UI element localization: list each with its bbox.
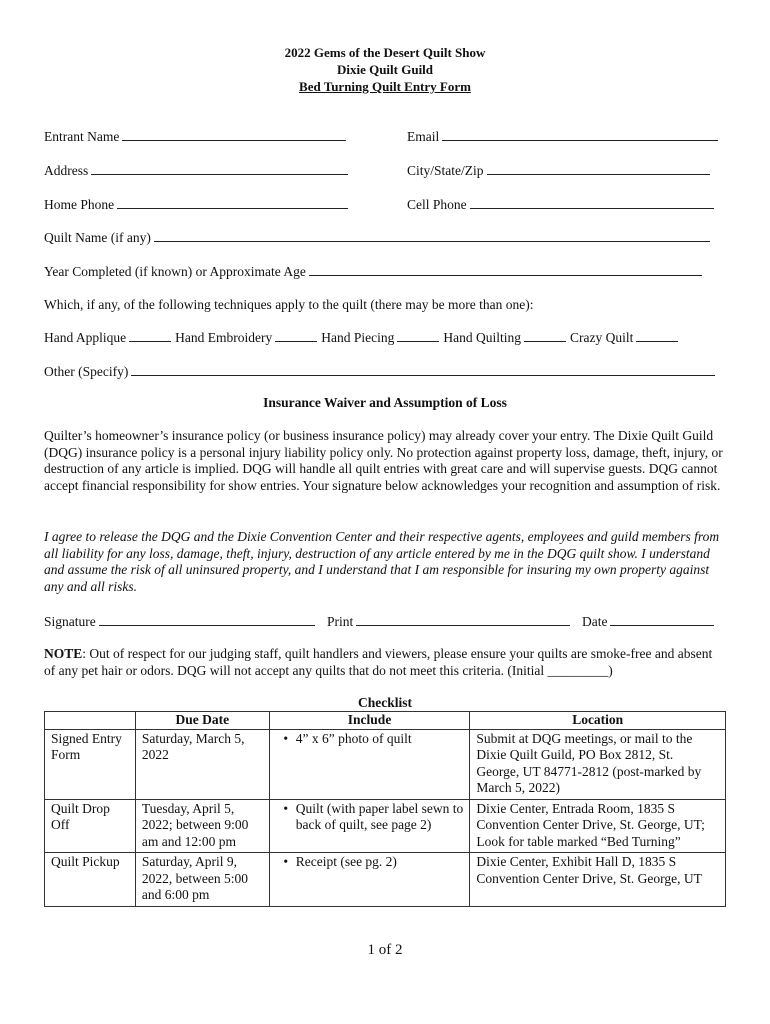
cell-phone-blank[interactable] bbox=[470, 196, 714, 209]
bullet-icon: • bbox=[283, 730, 289, 746]
techniques-question: Which, if any, of the following techniques apply to the quilt (there may be more than one): bbox=[44, 297, 534, 312]
checklist-title: Checklist bbox=[358, 695, 412, 710]
checklist-table bbox=[44, 711, 726, 907]
hand-applique-blank[interactable] bbox=[129, 329, 171, 342]
home-phone-blank[interactable] bbox=[117, 196, 348, 209]
address-blank[interactable] bbox=[91, 162, 348, 175]
print-label: Print bbox=[327, 614, 354, 629]
date-label: Date bbox=[582, 614, 608, 629]
hand-quilting-blank[interactable] bbox=[524, 329, 566, 342]
home-phone-field[interactable] bbox=[44, 196, 348, 213]
quilt-name-blank[interactable] bbox=[154, 229, 710, 242]
hand-piecing-label: Hand Piecing bbox=[321, 330, 395, 345]
bullet-icon: • bbox=[283, 800, 289, 816]
quilt-name-field[interactable] bbox=[44, 229, 710, 246]
note-paragraph bbox=[44, 646, 724, 679]
address-field[interactable] bbox=[44, 162, 348, 179]
include-text: Quilt (with paper label sewn to back of quilt, see page 2) bbox=[295, 800, 464, 832]
note-label: NOTE bbox=[44, 646, 83, 661]
hand-applique-label: Hand Applique bbox=[44, 330, 127, 345]
row-item: Quilt Pickup bbox=[45, 853, 136, 907]
checklist-header-row bbox=[45, 712, 726, 730]
email-label: Email bbox=[407, 129, 440, 144]
email-blank[interactable] bbox=[442, 128, 718, 141]
table-row bbox=[45, 729, 726, 799]
other-specify-label: Other (Specify) bbox=[44, 364, 129, 379]
include-text: Receipt (see pg. 2) bbox=[295, 854, 397, 869]
row-due-date: Tuesday, April 5, 2022; between 9:00 am and 12:00 pm bbox=[135, 799, 269, 853]
cell-phone-field[interactable] bbox=[407, 196, 714, 213]
crazy-quilt-label: Crazy Quilt bbox=[569, 330, 634, 345]
waiver-title: Insurance Waiver and Assumption of Loss bbox=[263, 395, 507, 410]
row-item: Quilt Drop Off bbox=[45, 799, 136, 853]
hand-quilting-label: Hand Quilting bbox=[443, 330, 521, 345]
checklist-header-location: Location bbox=[470, 712, 726, 730]
email-field[interactable] bbox=[407, 128, 718, 145]
page-number: 1 of 2 bbox=[367, 942, 403, 958]
home-phone-label: Home Phone bbox=[44, 197, 115, 212]
row-item: Signed Entry Form bbox=[45, 729, 136, 799]
date-blank[interactable] bbox=[610, 613, 714, 626]
other-specify-field[interactable] bbox=[44, 363, 715, 380]
address-label: Address bbox=[44, 163, 89, 178]
entrant-name-label: Entrant Name bbox=[44, 129, 120, 144]
checklist-header-item bbox=[45, 712, 136, 730]
signature-label: Signature bbox=[44, 614, 96, 629]
crazy-quilt-blank[interactable] bbox=[636, 329, 678, 342]
city-state-zip-blank[interactable] bbox=[487, 162, 710, 175]
city-state-zip-label: City/State/Zip bbox=[407, 163, 484, 178]
print-field[interactable] bbox=[327, 613, 570, 630]
print-blank[interactable] bbox=[356, 613, 570, 626]
guild-name: Dixie Quilt Guild bbox=[336, 62, 434, 77]
form-header bbox=[0, 44, 770, 95]
cell-phone-label: Cell Phone bbox=[407, 197, 467, 212]
techniques-row bbox=[44, 329, 678, 346]
city-state-zip-field[interactable] bbox=[407, 162, 710, 179]
checklist-header-due: Due Date bbox=[135, 712, 269, 730]
row-due-date: Saturday, April 9, 2022, between 5:00 and 6:00 pm bbox=[135, 853, 269, 907]
bullet-icon: • bbox=[283, 854, 289, 869]
date-field[interactable] bbox=[582, 613, 714, 630]
row-include bbox=[269, 853, 470, 907]
row-location: Dixie Center, Entrada Room, 1835 S Convention Center Drive, St. George, UT; Look for table marked “Bed Turning” bbox=[470, 799, 726, 853]
note-text: : Out of respect for our judging staff, quilt handlers and viewers, please ensure your quilts are smoke-free and absent of any pet hair or odors. DQG will not accept any quilts that do not meet this criteria. (Initial _________) bbox=[44, 646, 713, 678]
checklist-header-include: Include bbox=[269, 712, 470, 730]
hand-embroidery-label: Hand Embroidery bbox=[175, 330, 273, 345]
year-completed-label: Year Completed (if known) or Approximate Age bbox=[44, 264, 306, 279]
signature-field[interactable] bbox=[44, 613, 315, 630]
entrant-name-blank[interactable] bbox=[122, 128, 346, 141]
table-row bbox=[45, 799, 726, 853]
release-paragraph: I agree to release the DQG and the Dixie Convention Center and their respective agents, employees and guild members from all liability for any loss, damage, theft, injury, destruction of any article entered by me in the DQG quilt show. I understand and assume the risk of all uninsured property, and I understand that I am responsible for insuring my own property against any and all risks. bbox=[44, 529, 720, 594]
entrant-name-field[interactable] bbox=[44, 128, 346, 145]
table-row bbox=[45, 853, 726, 907]
signature-blank[interactable] bbox=[99, 613, 315, 626]
row-include bbox=[269, 729, 470, 799]
form-title: Bed Turning Quilt Entry Form bbox=[299, 79, 471, 94]
row-location: Submit at DQG meetings, or mail to the Dixie Quilt Guild, PO Box 2812, St. George, UT 84771-2812 (post-marked by March 5, 2022) bbox=[470, 729, 726, 799]
other-specify-blank[interactable] bbox=[131, 363, 715, 376]
year-completed-field[interactable] bbox=[44, 263, 702, 280]
quilt-name-label: Quilt Name (if any) bbox=[44, 230, 151, 245]
year-completed-blank[interactable] bbox=[309, 263, 702, 276]
hand-piecing-blank[interactable] bbox=[397, 329, 439, 342]
include-text: 4” x 6” photo of quilt bbox=[295, 730, 412, 746]
row-include bbox=[269, 799, 470, 853]
row-due-date: Saturday, March 5, 2022 bbox=[135, 729, 269, 799]
row-location: Dixie Center, Exhibit Hall D, 1835 S Convention Center Drive, St. George, UT bbox=[470, 853, 726, 907]
show-title: 2022 Gems of the Desert Quilt Show bbox=[284, 45, 486, 60]
waiver-paragraph: Quilter’s homeowner’s insurance policy (or business insurance policy) may already cover your entry. The Dixie Quilt Guild (DQG) insurance policy is a personal injury liability policy only. No protection against property loss, damage, theft, injury, or destruction of any article is implied. DQG will handle all quilt entries with great care and will supervise guests. DQG cannot accept financial responsibility for show entries. Your signature below acknowledges your recognition and assumption of risk. bbox=[44, 428, 723, 493]
hand-embroidery-blank[interactable] bbox=[275, 329, 317, 342]
